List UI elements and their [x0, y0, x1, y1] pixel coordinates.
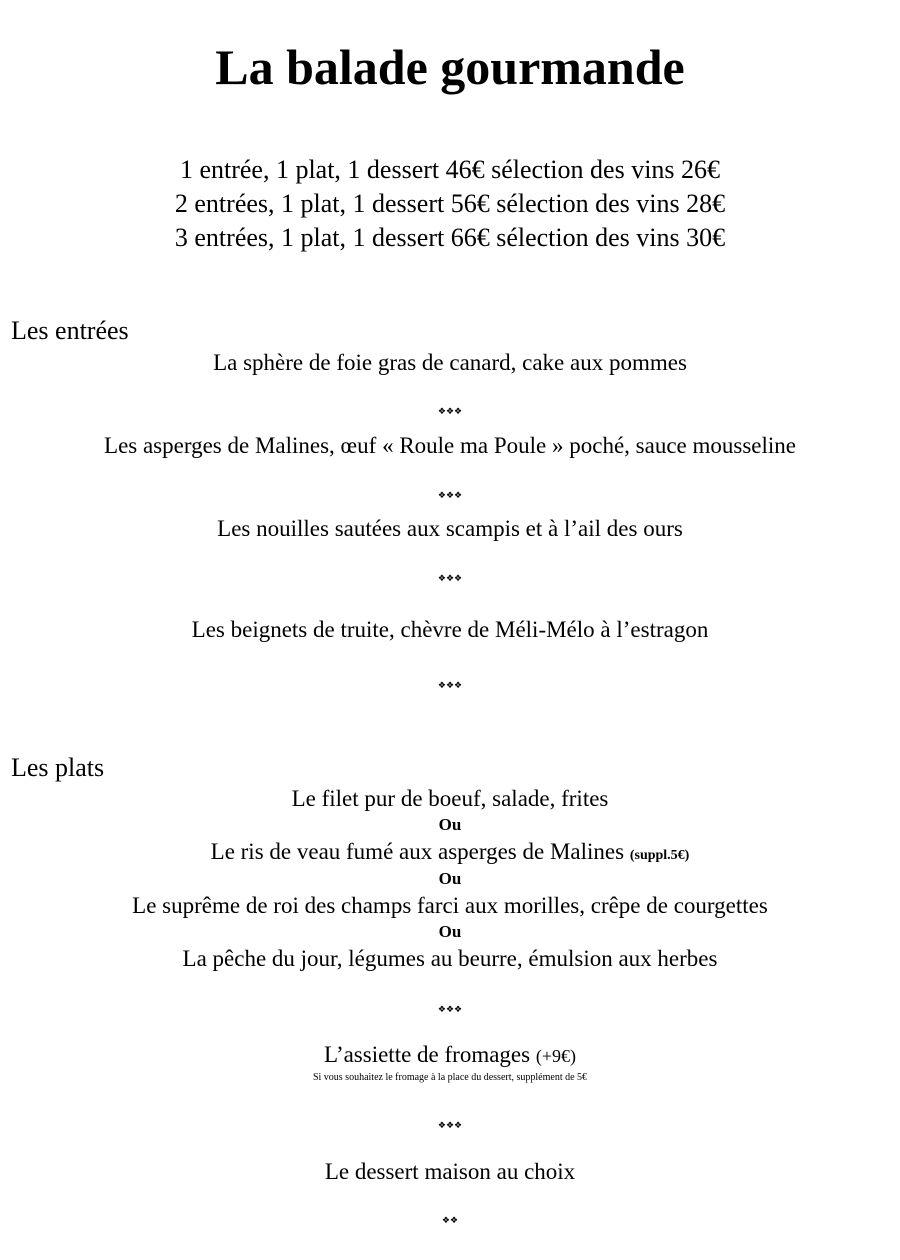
- pricing-line: 1 entrée, 1 plat, 1 dessert 46€ sélection des vins 26€: [179, 155, 721, 184]
- ornament-separator: ❖❖❖: [437, 680, 463, 690]
- entree-item: Les beignets de truite, chèvre de Méli-Mélo à l’estragon: [191, 617, 709, 642]
- plat-item: [0, 838, 900, 870]
- ornament-separator: ❖❖❖: [437, 1004, 463, 1014]
- dessert-item: Le dessert maison au choix: [324, 1159, 576, 1184]
- or-label: Ou: [438, 815, 462, 834]
- ornament-separator: ❖❖❖: [437, 406, 463, 416]
- menu-title: La balade gourmande: [215, 39, 685, 95]
- ornament-separator: ❖❖❖: [437, 573, 463, 583]
- cheese-note: Si vous souhaitez le fromage à la place du dessert, supplément de 5€: [312, 1072, 588, 1083]
- cheese-label: L’assiette de fromages: [324, 1042, 536, 1067]
- plat-item: La pêche du jour, légumes au beurre, émulsion aux herbes: [182, 946, 718, 971]
- cheese-price: (+9€): [535, 1046, 576, 1066]
- plat-item-label: Le ris de veau fumé aux asperges de Malines: [210, 839, 630, 864]
- or-label: Ou: [438, 922, 462, 941]
- ornament-separator: ❖❖❖: [437, 490, 463, 500]
- plat-item: Le filet pur de boeuf, salade, frites: [291, 786, 609, 811]
- supplement-note: (suppl.5€): [629, 848, 690, 863]
- ornament-separator: ❖❖: [441, 1215, 459, 1225]
- plats-heading: Les plats: [11, 753, 105, 782]
- entree-item: La sphère de foie gras de canard, cake aux pommes: [213, 350, 687, 375]
- or-label: Ou: [438, 869, 462, 888]
- pricing-block: [0, 153, 900, 255]
- entrees-heading: Les entrées: [11, 316, 129, 345]
- ornament-separator: ❖❖❖: [437, 1120, 463, 1130]
- entree-item: Les nouilles sautées aux scampis et à l’ail des ours: [217, 516, 683, 541]
- plat-item: Le suprême de roi des champs farci aux morilles, crêpe de courgettes: [132, 893, 768, 918]
- pricing-line: 3 entrées, 1 plat, 1 dessert 66€ sélection des vins 30€: [174, 223, 726, 252]
- pricing-line: 2 entrées, 1 plat, 1 dessert 56€ sélection des vins 28€: [174, 189, 726, 218]
- entree-item: Les asperges de Malines, œuf « Roule ma Poule » poché, sauce mousseline: [104, 433, 796, 458]
- cheese-item: [0, 1041, 900, 1070]
